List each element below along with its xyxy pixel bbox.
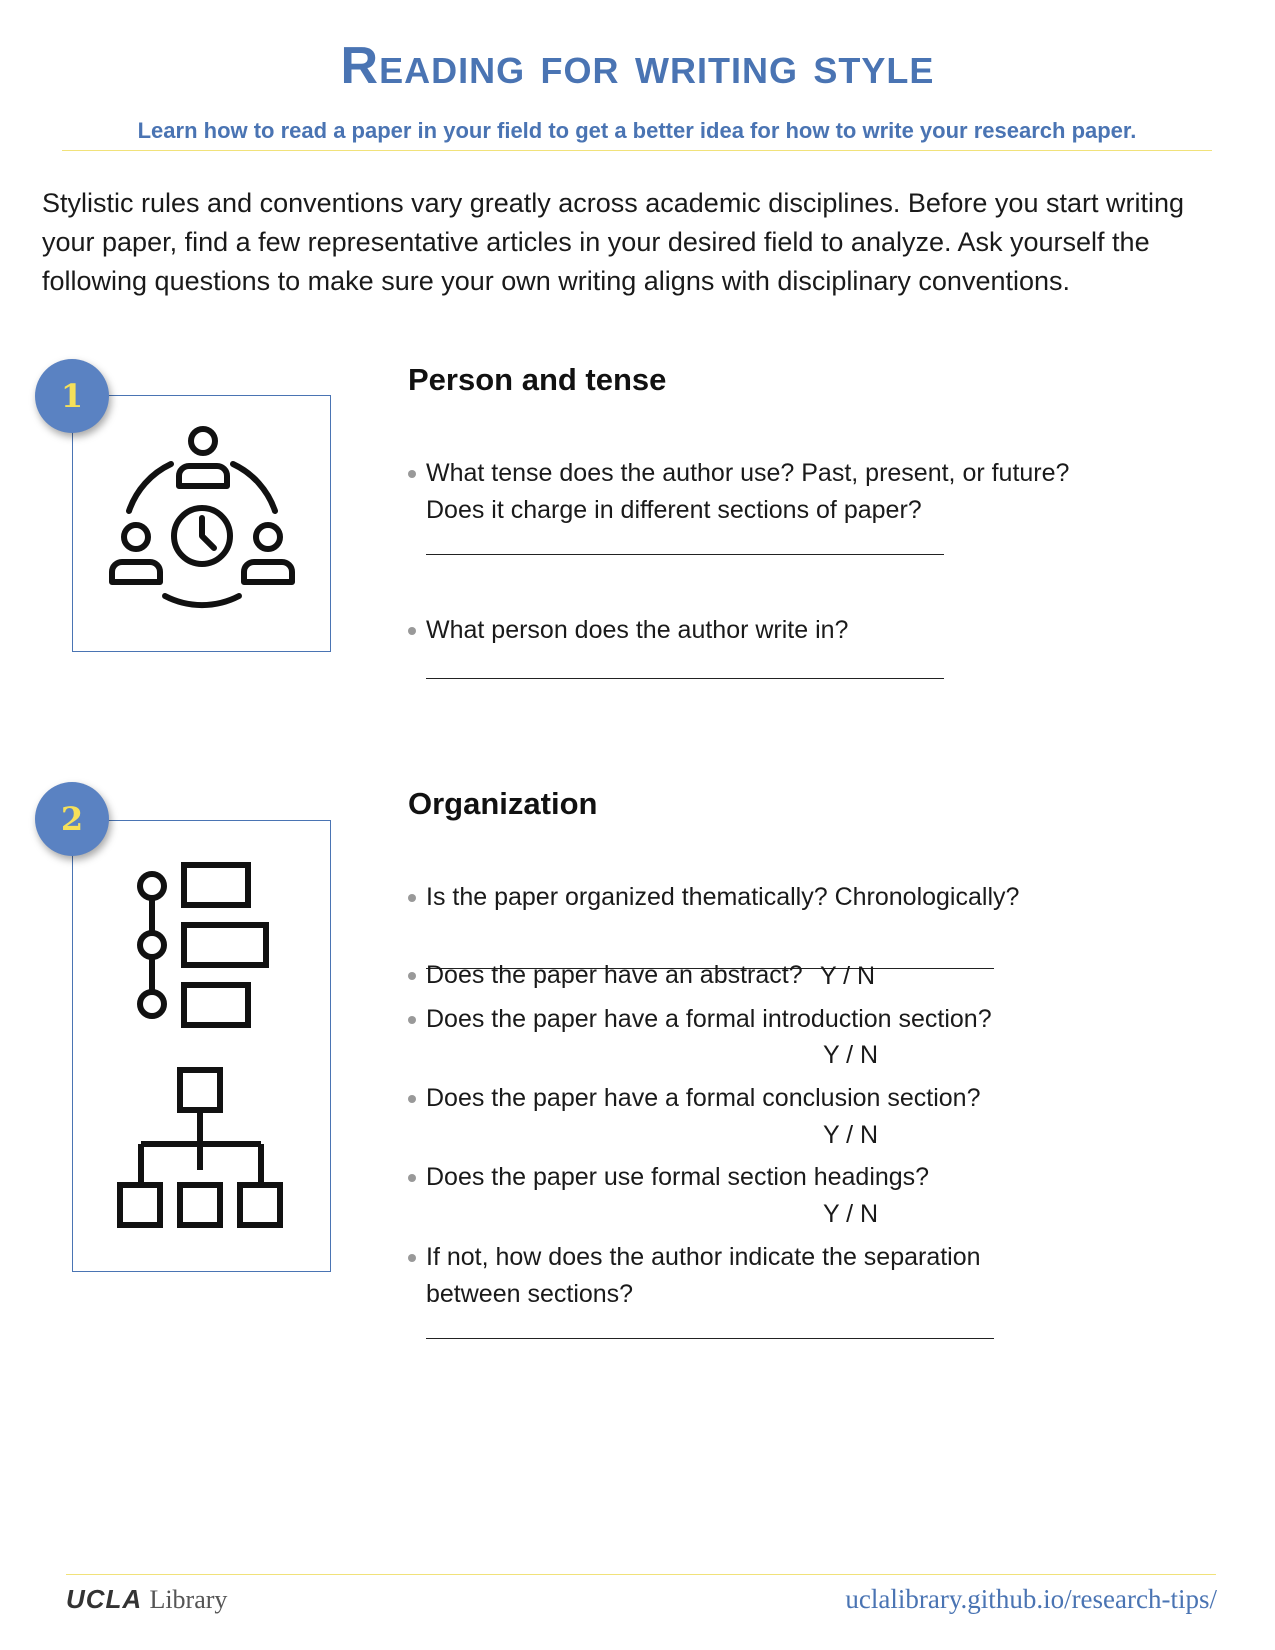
intro-paragraph: Stylistic rules and conventions vary greatly across academic disciplines. Before you start writing your paper, find a few representative articles in your desired field to analyze. Ask yourself the following questions to make sure your own writing aligns with disciplinary conventions. xyxy=(42,188,1184,296)
answer-line-tense[interactable] xyxy=(426,554,944,555)
section-2-title: Organization xyxy=(408,786,598,821)
organization-chart-icon xyxy=(73,821,330,1271)
yes-no-conclusion[interactable]: Y / N xyxy=(823,1121,879,1149)
question-organized: Is the paper organized thematically? Chronologically? xyxy=(408,879,1146,916)
section-2-icon-box xyxy=(72,820,331,1272)
question-tense: What tense does the author use? Past, present, or future? Does it charge in different sections of paper? xyxy=(408,455,1086,529)
question-headings: Does the paper use formal section headings? xyxy=(408,1159,1146,1196)
logo-library-text: Library xyxy=(149,1585,228,1614)
footer-url-link[interactable]: uclalibrary.github.io/research-tips/ xyxy=(845,1584,1217,1614)
yes-no-abstract[interactable]: Y / N xyxy=(820,962,876,990)
question-separation: If not, how does the author indicate the separation between sections? xyxy=(408,1239,1026,1313)
page-title: Reading for writing style xyxy=(340,37,935,95)
section-1-icon-box xyxy=(72,395,331,652)
section-1-number-badge: 1 xyxy=(35,359,109,433)
people-clock-icon xyxy=(73,396,330,651)
answer-line-person[interactable] xyxy=(426,678,944,679)
yes-no-headings[interactable]: Y / N xyxy=(823,1200,879,1228)
section-2-number-badge: 2 xyxy=(35,782,109,856)
footer-divider xyxy=(66,1574,1216,1575)
question-abstract: Does the paper have an abstract? xyxy=(408,957,846,994)
section-1-title: Person and tense xyxy=(408,362,667,397)
answer-line-separation[interactable] xyxy=(426,1338,994,1339)
ucla-library-logo xyxy=(66,1584,227,1615)
yes-no-introduction[interactable]: Y / N xyxy=(823,1041,879,1069)
page-subtitle: Learn how to read a paper in your field to get a better idea for how to write your research paper. xyxy=(62,118,1212,151)
question-conclusion: Does the paper have a formal conclusion section? xyxy=(408,1080,1146,1117)
logo-ucla-text: UCLA xyxy=(66,1584,143,1614)
question-introduction: Does the paper have a formal introduction section? xyxy=(408,1001,1146,1038)
question-person: What person does the author write in? xyxy=(408,612,1066,649)
